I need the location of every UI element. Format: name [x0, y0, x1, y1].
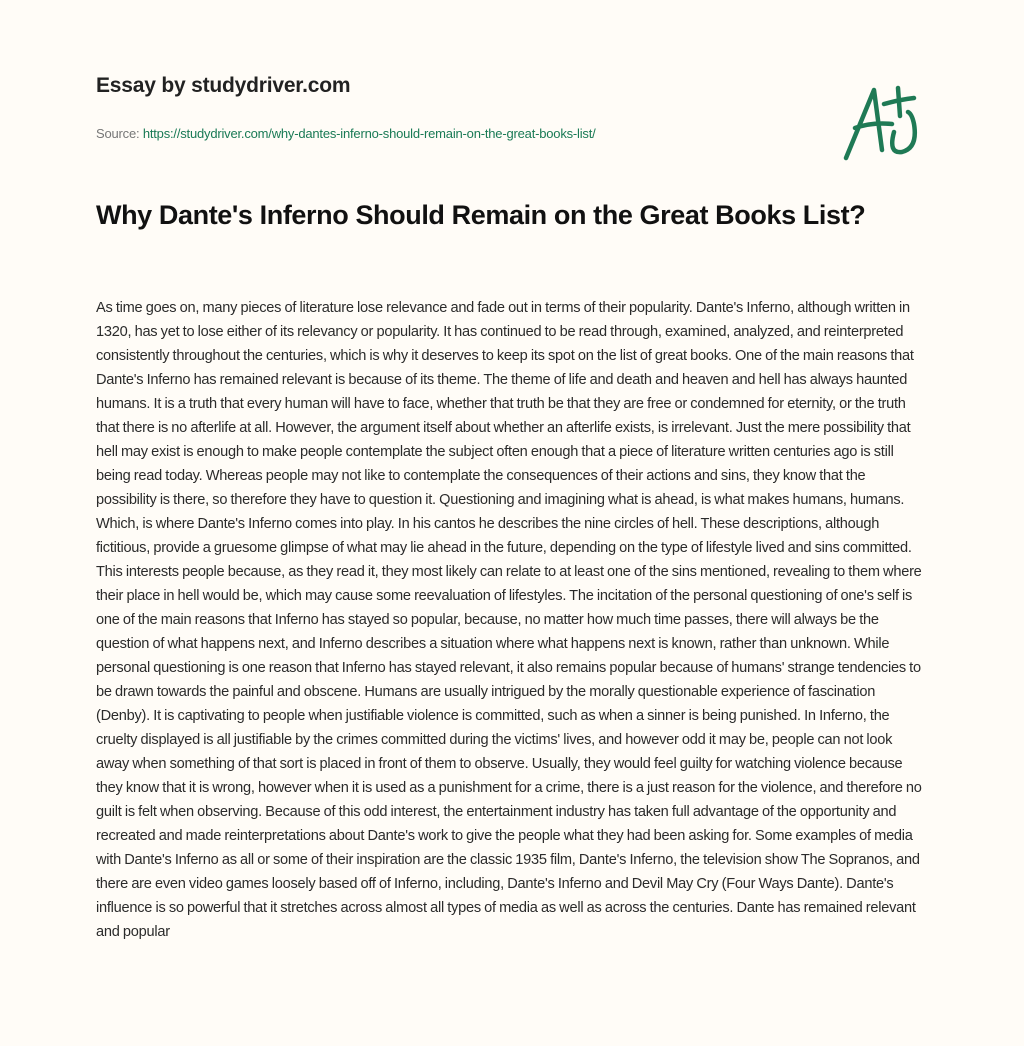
source-link[interactable]: https://studydriver.com/why-dantes-inferno-should-remain-on-the-great-books-list/	[142, 126, 596, 141]
a-plus-grade-icon	[822, 66, 932, 166]
source-line	[96, 126, 596, 141]
source-label: Source:	[96, 126, 143, 141]
site-header	[96, 74, 350, 98]
article-title: Why Dante's Inferno Should Remain on the Great Books List?	[96, 200, 866, 230]
site-title: Essay by studydriver.com	[96, 74, 351, 97]
article-body: As time goes on, many pieces of literature lose relevance and fade out in terms of their popularity. Dante's Inferno, although written in 1320, has yet to lose either of its relevancy or popularity. It has continued to be read through, examined, analyzed, and reinterpreted consistently throughout the centuries, which is why it deserves to keep its spot on the list of great books. One of the main reasons that Dante's Inferno has remained relevant is because of its theme. The theme of life and death and heaven and hell has always haunted humans. It is a truth that every human will have to face, whether that truth be that they are free or condemned for eternity, or the truth that there is no afterlife at all. However, the argument itself about whether an afterlife exists, is irrelevant. Just the mere possibility that hell may exist is enough to make people contemplate the subject often enough that a piece of literature written centuries ago is still being read today. Whereas people may not like to contemplate the consequences of their actions and sins, they know that the possibility is there, so therefore they have to question it. Questioning and imagining what is ahead, is what makes humans, humans. Which, is where Dante's Inferno comes into play. In his cantos he describes the nine circles of hell. These descriptions, although fictitious, provide a gruesome glimpse of what may lie ahead in the future, depending on the type of lifestyle lived and sins committed. This interests people because, as they read it, they most likely can relate to at least one of the sins mentioned, revealing to them where their place in hell would be, which may cause some reevaluation of lifestyles. The incitation of the personal questioning of one's self is one of the main reasons that Inferno has stayed so popular, because, no matter how much time passes, there will always be the question of what happens next, and Inferno describes a situation where what happens next is known, rather than unknown. While personal questioning is one reason that Inferno has stayed relevant, it also remains popular because of humans' strange tendencies to be drawn towards the painful and obscene. Humans are usually intrigued by the morally questionable experience of fascination (Denby). It is captivating to people when justifiable violence is committed, such as when a sinner is being punished. In Inferno, the cruelty displayed is all justifiable by the crimes committed during the victims' lives, and however odd it may be, people can not look away when something of that sort is placed in front of them to observe. Usually, they would feel guilty for watching violence because they know that it is wrong, however when it is used as a punishment for a crime, there is a just reason for the violence, and therefore no guilt is felt when observing. Because of this odd interest, the entertainment industry has taken full advantage of the opportunity and recreated and made reinterpretations about Dante's work to give the people what they had been asking for. Some examples of media with Dante's Inferno as all or some of their inspiration are the classic 1935 film, Dante's Inferno, the television show The Sopranos, and there are even video games loosely based off of Inferno, including, Dante's Inferno and Devil May Cry (Four Ways Dante). Dante's influence is so powerful that it stretches across almost all types of media as well as across the centuries. Dante has remained relevant and popular	[96, 300, 922, 940]
